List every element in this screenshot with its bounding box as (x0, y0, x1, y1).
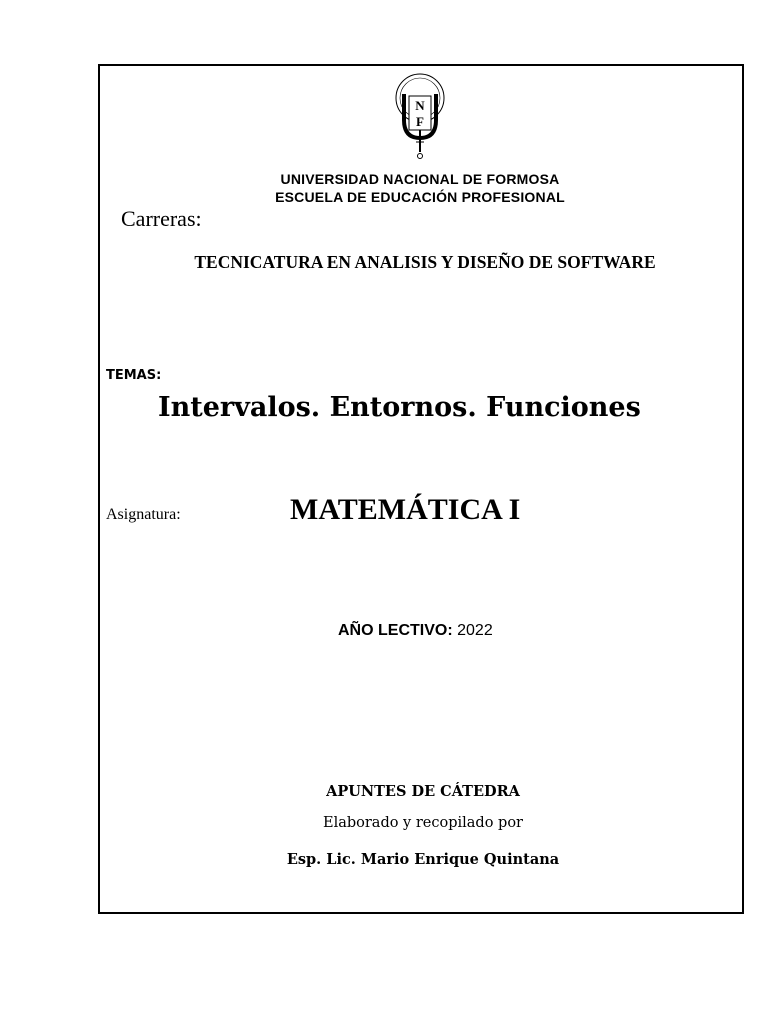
asignatura-label: Asignatura: (106, 506, 181, 523)
carrera-title: TECNICATURA EN ANALISIS Y DISEÑO DE SOFTWARE (194, 252, 656, 272)
apuntes-heading: APUNTES DE CÁTEDRA (326, 783, 520, 800)
asignatura-title: MATEMÁTICA I (290, 493, 521, 526)
elaborado-text: Elaborado y recopilado por (322, 815, 523, 831)
temas-title: Intervalos. Entornos. Funciones (158, 392, 641, 423)
author-name: Esp. Lic. Mario Enrique Quintana (286, 851, 560, 868)
university-logo (390, 68, 450, 168)
school-name: ESCUELA DE EDUCACIÓN PROFESIONAL (275, 189, 565, 205)
anio-label: AÑO LECTIVO: (338, 622, 453, 639)
anio-lectivo (338, 622, 493, 640)
temas-label: TEMAS: (106, 368, 162, 383)
svg-text:F: F (416, 114, 424, 129)
svg-text:N: N (415, 98, 425, 113)
carreras-label: Carreras: (121, 206, 202, 231)
university-name: UNIVERSIDAD NACIONAL DE FORMOSA (280, 171, 560, 187)
anio-value: 2022 (457, 622, 493, 639)
